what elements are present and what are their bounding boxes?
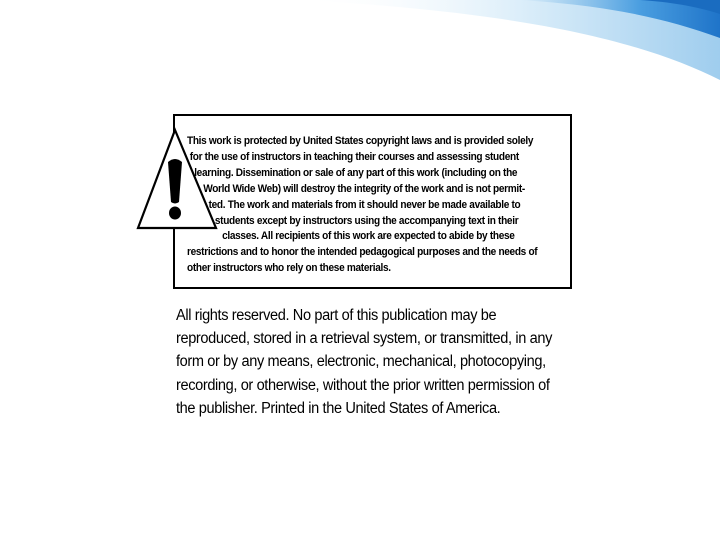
notice-line: classes. All recipients of this work are expected to abide by these — [222, 230, 515, 243]
notice-line: ted. The work and materials from it should never be made available to — [208, 198, 521, 211]
notice-line: World Wide Web) will destroy the integrity of the work and is not permit- — [203, 182, 525, 195]
rights-line: All rights reserved. No part of this publication may be — [176, 307, 497, 324]
copyright-notice-text — [187, 134, 538, 277]
notice-line: restrictions and to honor the intended pedagogical purposes and the needs of — [187, 246, 538, 259]
notice-line: other instructors who rely on these materials. — [187, 262, 391, 275]
rights-reserved-text — [176, 304, 576, 420]
rights-line: the publisher. Printed in the United States of America. — [176, 399, 501, 417]
notice-line: students except by instructors using the accompanying text in their — [214, 214, 519, 227]
notice-line: This work is protected by United States copyright laws and is provided solely — [187, 135, 534, 147]
notice-line: learning. Dissemination or sale of any part of this work (including on the — [194, 166, 518, 179]
notice-line: for the use of instructors in teaching their courses and assessing student — [189, 150, 519, 163]
header-swoosh-decoration — [0, 0, 720, 90]
warning-triangle-icon — [135, 126, 219, 230]
rights-line: recording, or otherwise, without the prior written permission of — [176, 376, 550, 394]
rights-line: form or by any means, electronic, mechanical, photocopying, — [176, 353, 546, 371]
rights-line: reproduced, stored in a retrieval system, or transmitted, in any — [176, 330, 552, 348]
